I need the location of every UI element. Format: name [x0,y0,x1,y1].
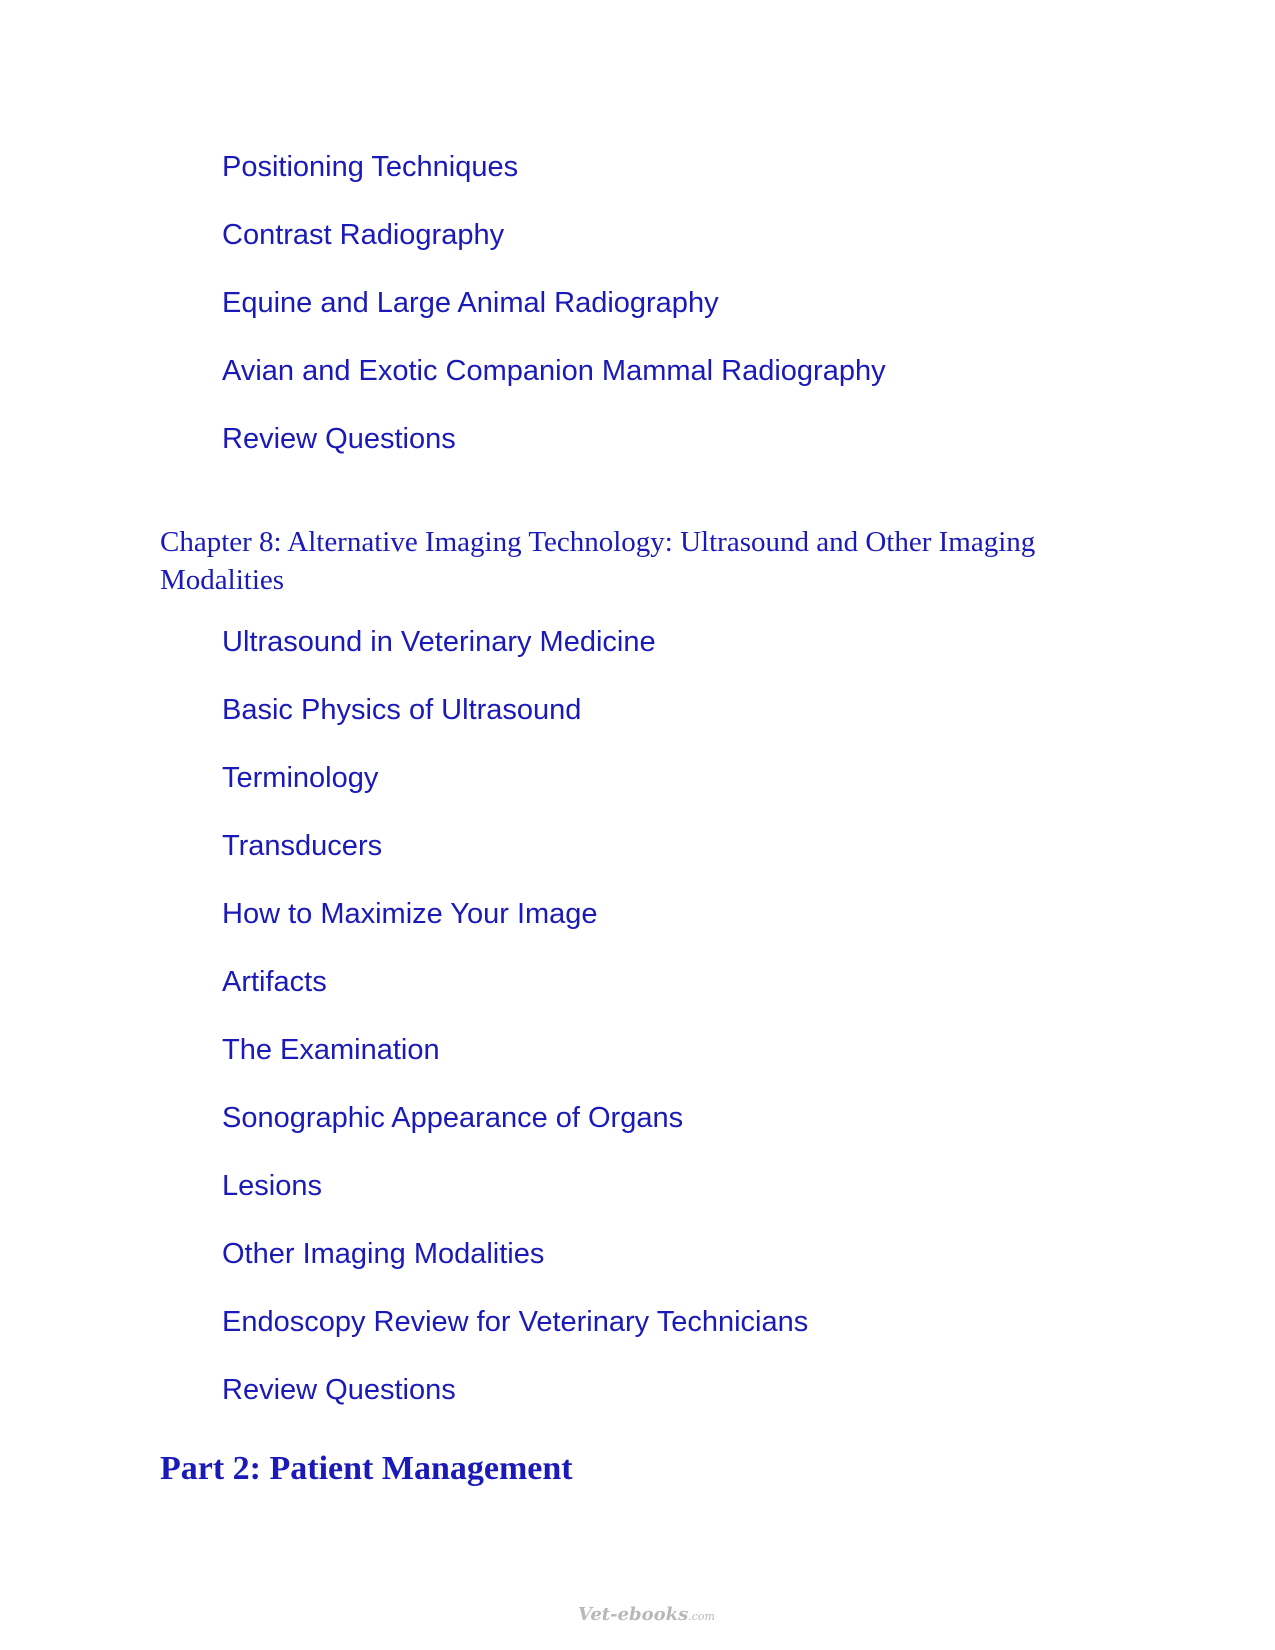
watermark-main: Vet-ebooks [578,1604,689,1625]
toc-entry-equine-large-animal-radiography[interactable]: Equine and Large Animal Radiography [222,287,719,319]
toc-chapter-8[interactable]: Chapter 8: Alternative Imaging Technology: Ultrasound and Other Imaging Modalities [160,526,1036,596]
toc-entry-artifacts[interactable]: Artifacts [222,966,327,998]
toc-entry-positioning-techniques[interactable]: Positioning Techniques [222,151,519,183]
toc-entry-review-questions[interactable]: Review Questions [222,423,456,455]
toc-entry-contrast-radiography[interactable]: Contrast Radiography [222,219,505,251]
toc-entry-maximize-image[interactable]: How to Maximize Your Image [222,898,598,930]
toc-entry-other-imaging-modalities[interactable]: Other Imaging Modalities [222,1238,545,1270]
toc-entry-review-questions-2[interactable]: Review Questions [222,1374,456,1406]
watermark-logo [578,1604,715,1625]
toc-part-2[interactable]: Part 2: Patient Management [160,1450,573,1487]
toc-entry-ultrasound-in-veterinary-medicine[interactable]: Ultrasound in Veterinary Medicine [222,626,656,658]
toc-entry-transducers[interactable]: Transducers [222,830,383,862]
toc-entry-sonographic-appearance[interactable]: Sonographic Appearance of Organs [222,1102,684,1134]
toc-entry-the-examination[interactable]: The Examination [222,1034,440,1066]
toc-entry-basic-physics-of-ultrasound[interactable]: Basic Physics of Ultrasound [222,694,582,726]
toc-entry-lesions[interactable]: Lesions [222,1170,322,1202]
toc-entry-terminology[interactable]: Terminology [222,762,379,794]
toc-entry-endoscopy-review[interactable]: Endoscopy Review for Veterinary Technicians [222,1306,809,1338]
toc-entry-avian-exotic-radiography[interactable]: Avian and Exotic Companion Mammal Radiography [222,355,886,387]
watermark-tld: .com [688,1610,715,1623]
